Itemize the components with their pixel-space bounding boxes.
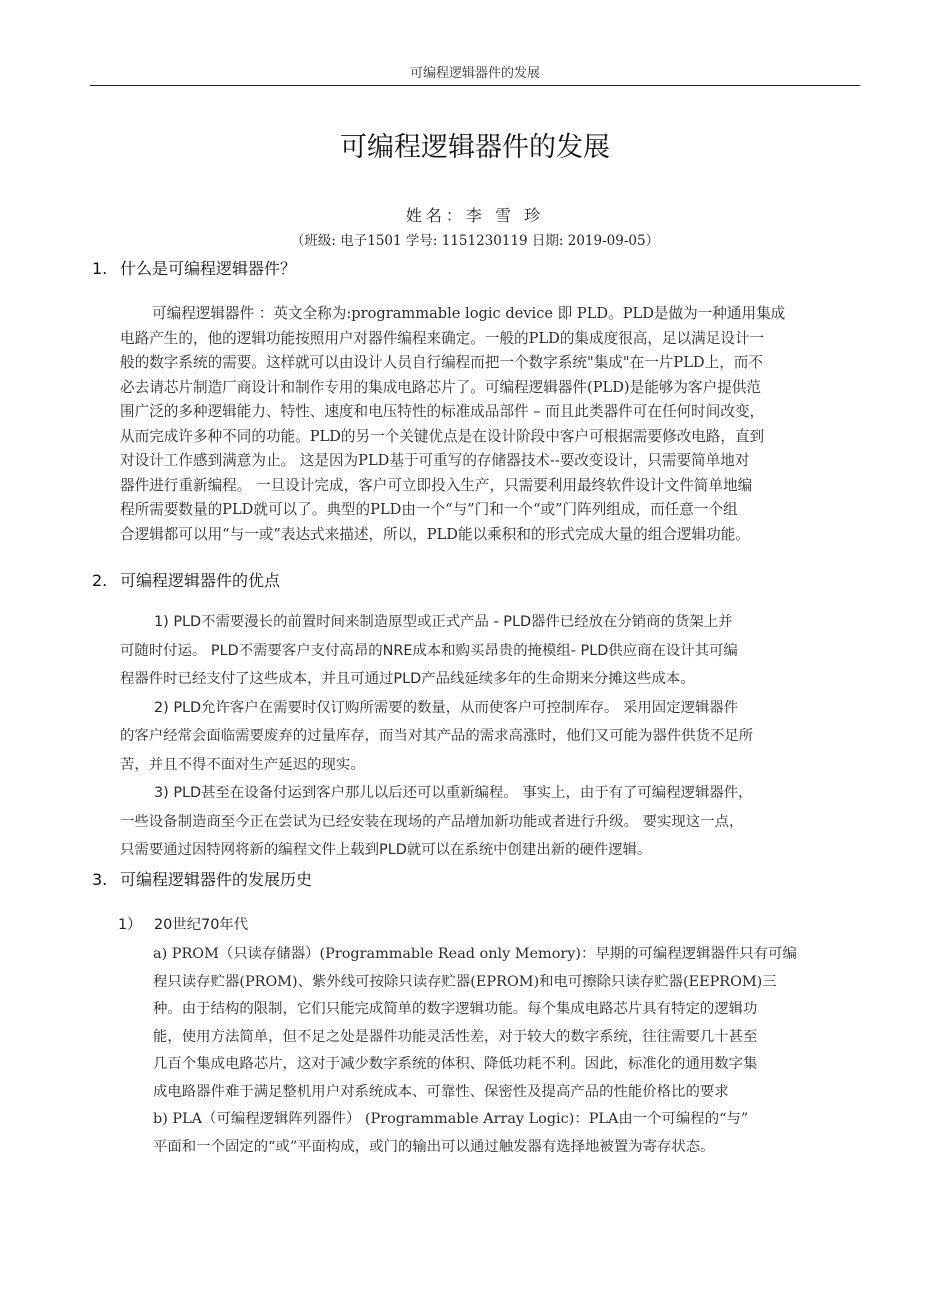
body-line: a) PROM（只读存储器）(Programmable Read only Memory)：早期的可编程逻辑器件只有可编 (153, 946, 797, 962)
body-line: 可编程逻辑器件 ：英文全称为:programmable logic device 即 PLD。PLD是做为一种通用集成 (152, 305, 786, 322)
section-2-number: 2. (92, 571, 108, 590)
body-line: 般的数字系统的需要。这样就可以由设计人员自行编程而把一个数字系统"集成"在一片PLD上，而不 (120, 354, 763, 371)
section-2-title: 可编程逻辑器件的优点 (120, 571, 281, 590)
body-line: 必去请芯片制造厂商设计和制作专用的集成电路芯片了。可编程逻辑器件(PLD)是能够为客户提供范 (120, 378, 761, 396)
section-1-heading (92, 257, 296, 281)
body-line: 程所需要数量的PLD就可以了。典型的PLD由一个“与”门和一个“或”门阵列组成，而任意一个组 (120, 501, 738, 518)
body-line: 苦，并且不得不面对生产延迟的现实。 (120, 756, 365, 773)
body-line: 的客户经常会面临需要废弃的过量库存，而当对其产品的需求高涨时，他们又可能为器件供货不足所 (120, 728, 754, 744)
body-line: 围广泛的多种逻辑能力、特性、速度和电压特性的标准成品部件 – 而且此类器件可在任何时间改变， (120, 403, 765, 420)
body-line: 可随时付运。 PLD不需要客户支付高昂的NRE成本和购买昂贵的掩模组- PLD供应商在设计其可编 (120, 642, 738, 659)
section-1-body (120, 302, 860, 547)
section-1-title: 什么是可编程逻辑器件？ (120, 259, 297, 278)
body-line: 成电路器件难于满足整机用户对系统成本、可靠性、保密性及提高产品的性能价格比的要求 (153, 1083, 729, 1100)
section-3-title: 可编程逻辑器件的发展历史 (120, 870, 313, 889)
running-header: 可编程逻辑器件的发展 (409, 66, 540, 81)
body-line: 种。由于结构的限制，它们只能完成简单的数字逻辑功能。每个集成电路芯片具有特定的逻辑功 (153, 1001, 758, 1017)
body-line: 2) PLD允许客户在需要时仅订购所需要的数量，从而使客户可控制库存。 采用固定逻辑器件 (154, 699, 739, 716)
section-3-body (153, 941, 861, 1161)
body-line: 能，使用方法简单，但不足之处是器件功能灵活性差，对于较大的数字系统，往往需要几十甚至 (153, 1028, 758, 1045)
body-line: 器件进行重新编程。 一旦设计完成，客户可立即投入生产，只需要利用最终软件设计文件简单地编 (120, 476, 753, 494)
body-line: 对设计工作感到满意为止。 这是因为PLD基于可重写的存储器技术--要改变设计，只需要简单地对 (120, 452, 750, 469)
body-line: 程器件时已经支付了这些成本，并且可通过PLD产品线延续多年的生命期来分摊这些成本。 (120, 671, 695, 687)
body-line: b) PLA（可编程逻辑阵列器件） (Programmable Array Logic)：PLA由一个可编程的“与” (153, 1111, 749, 1127)
body-line: 程只读存贮器(PROM)、紫外线可按除只读存贮器(EPROM)和电可擦除只读存贮器(EEPROM)三 (153, 973, 777, 990)
section-2-heading (92, 569, 280, 593)
body-line: 电路产生的，他的逻辑功能按照用户对器件编程来确定。一般的PLD的集成度很高，足以满足设计一 (120, 329, 765, 347)
section-1-number: 1. (92, 259, 108, 278)
subsection-number: 1） (118, 917, 142, 933)
author-line: 姓名：李 雪 珍 (405, 206, 545, 225)
section-3-heading (92, 868, 312, 892)
body-line: 合逻辑都可以用“与一或”表达式来描述，所以，PLD能以乘积和的形式完成大量的组合逻辑功能。 (120, 525, 750, 543)
subsection-heading (118, 914, 248, 936)
section-3-number: 3. (92, 870, 108, 889)
subsection-title: 20世纪70年代 (154, 917, 249, 933)
body-line: 只需要通过因特网将新的编程文件上载到PLD就可以在系统中创建出新的硬件逻辑。 (120, 842, 652, 858)
section-2-body (120, 608, 864, 865)
body-line: 从而完成许多种不同的功能。PLD的另一个关键优点是在设计阶段中客户可根据需要修改电路，直到 (120, 427, 765, 445)
body-line: 平面和一个固定的“或”平面构成，或门的输出可以通过触发器有选择地被置为寄存状态。 (153, 1138, 715, 1155)
document-title: 可编程逻辑器件的发展 (340, 132, 610, 163)
body-line: 3) PLD甚至在设备付运到客户那儿以后还可以重新编程。 事实上，由于有了可编程逻辑器件， (154, 785, 753, 801)
meta-line: （班级: 电子1501 学号: 1151230119 日期: 2019-09-05） (290, 233, 660, 249)
body-line: 一些设备制造商至今正在尝试为已经安装在现场的产品增加新功能或者进行升级。 要实现这一点， (120, 813, 744, 830)
body-line: 1) PLD不需要漫长的前置时间来制造原型或正式产品 - PLD器件已经放在分销商的货架上并 (154, 614, 733, 630)
header-rule (90, 85, 860, 86)
body-line: 几百个集成电路芯片，这对于减少数字系统的体积、降低功耗不利。因此，标准化的通用数字集 (153, 1056, 758, 1072)
